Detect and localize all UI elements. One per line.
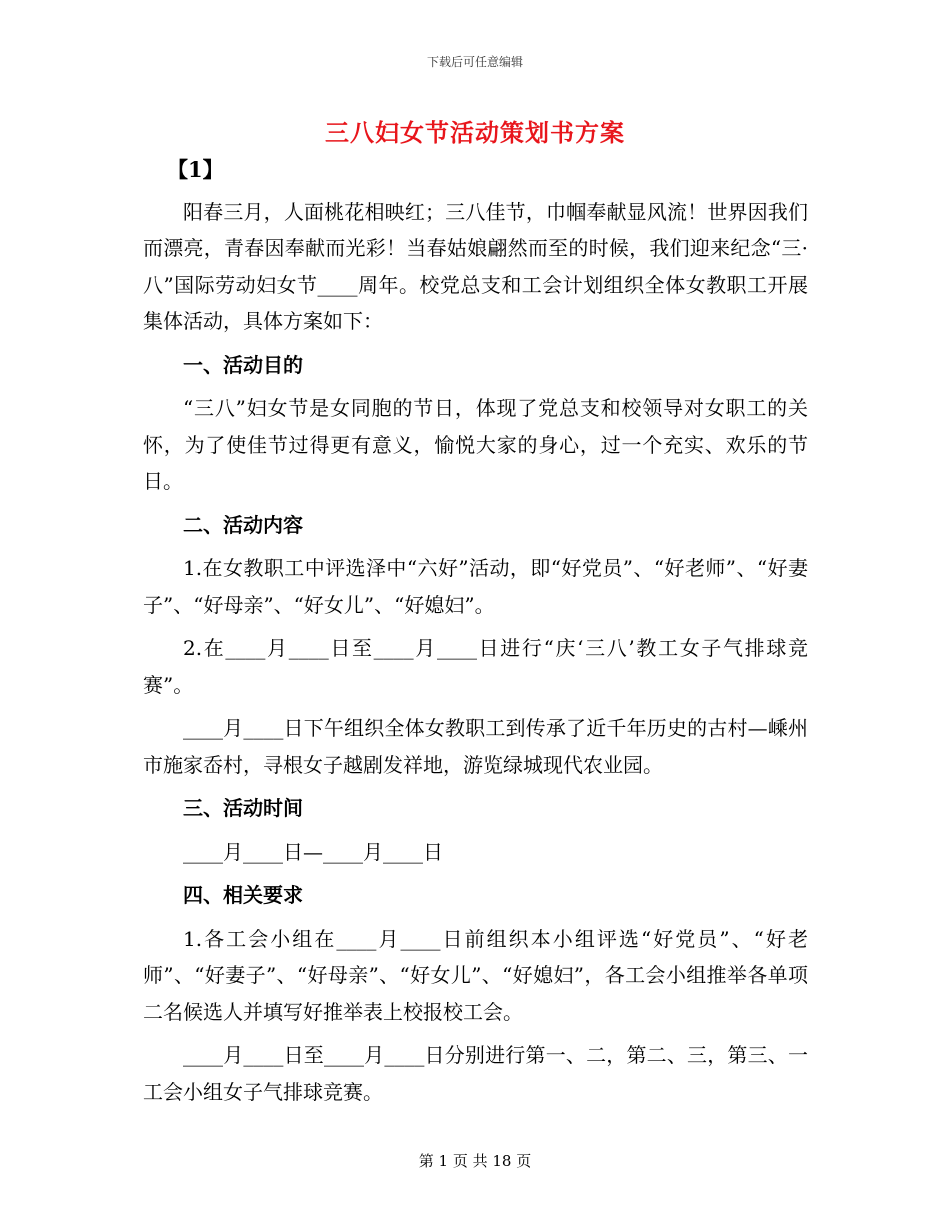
section-heading-content: 二、活动内容 (183, 512, 303, 537)
document-title: 三八妇女节活动策划书方案 (325, 118, 625, 147)
page-footer: 第 1 页 共 18 页 (418, 1152, 532, 1170)
paragraph: ____月____日下午组织全体女教职工到传承了近千年历史的古村—嵊州市施家岙村，寻根女子越剧发祥地，游览绿城现代农业园。 (143, 716, 808, 777)
paragraph: 2.在____月____日至____月____日进行“庆‘三八’教工女子气排球竞赛”。 (143, 636, 808, 697)
section-heading-time: 三、活动时间 (183, 796, 303, 820)
paragraph: ____月____日—____月____日 (183, 839, 443, 864)
paragraph: “三八”妇女节是女同胞的节日，体现了党总支和校领导对女职工的关怀，为了使佳节过得更有意义，愉悦大家的身心，过一个充实、欢乐的节日。 (143, 396, 808, 493)
paragraph: 1.各工会小组在____月____日前组织本小组评选“好党员”、“好老师”、“好妻子”、“好母亲”、“好女儿”、“好媳妇”，各工会小组推举各单项二名候选人并填写好推举表上校报校工会。 (143, 926, 808, 1024)
section-heading-purpose: 一、活动目的 (183, 352, 303, 377)
header-note: 下载后可任意编辑 (426, 55, 523, 69)
document-body (143, 150, 808, 1117)
intro-paragraph: 阳春三月，人面桃花相映红；三八佳节，巾帼奉献显风流！世界因我们而漂亮，青春因奉献而光彩！当春姑娘翩然而至的时候，我们迎来纪念“三·八”国际劳动妇女节____周年。校党总支和工会计划组织全体女教职工开展集体活动，具体方案如下： (143, 199, 808, 333)
section-heading-requirements: 四、相关要求 (183, 883, 303, 907)
paragraph: ____月____日至____月____日分别进行第一、二，第二、三，第三、一工会小组女子气排球竞赛。 (143, 1043, 808, 1104)
section-marker: 【1】 (167, 157, 224, 182)
paragraph: 1.在女教职工中评选泽中“六好”活动，即“好党员”、“好老师”、“好妻子”、“好母亲”、“好女儿”、“好媳妇”。 (143, 556, 808, 617)
